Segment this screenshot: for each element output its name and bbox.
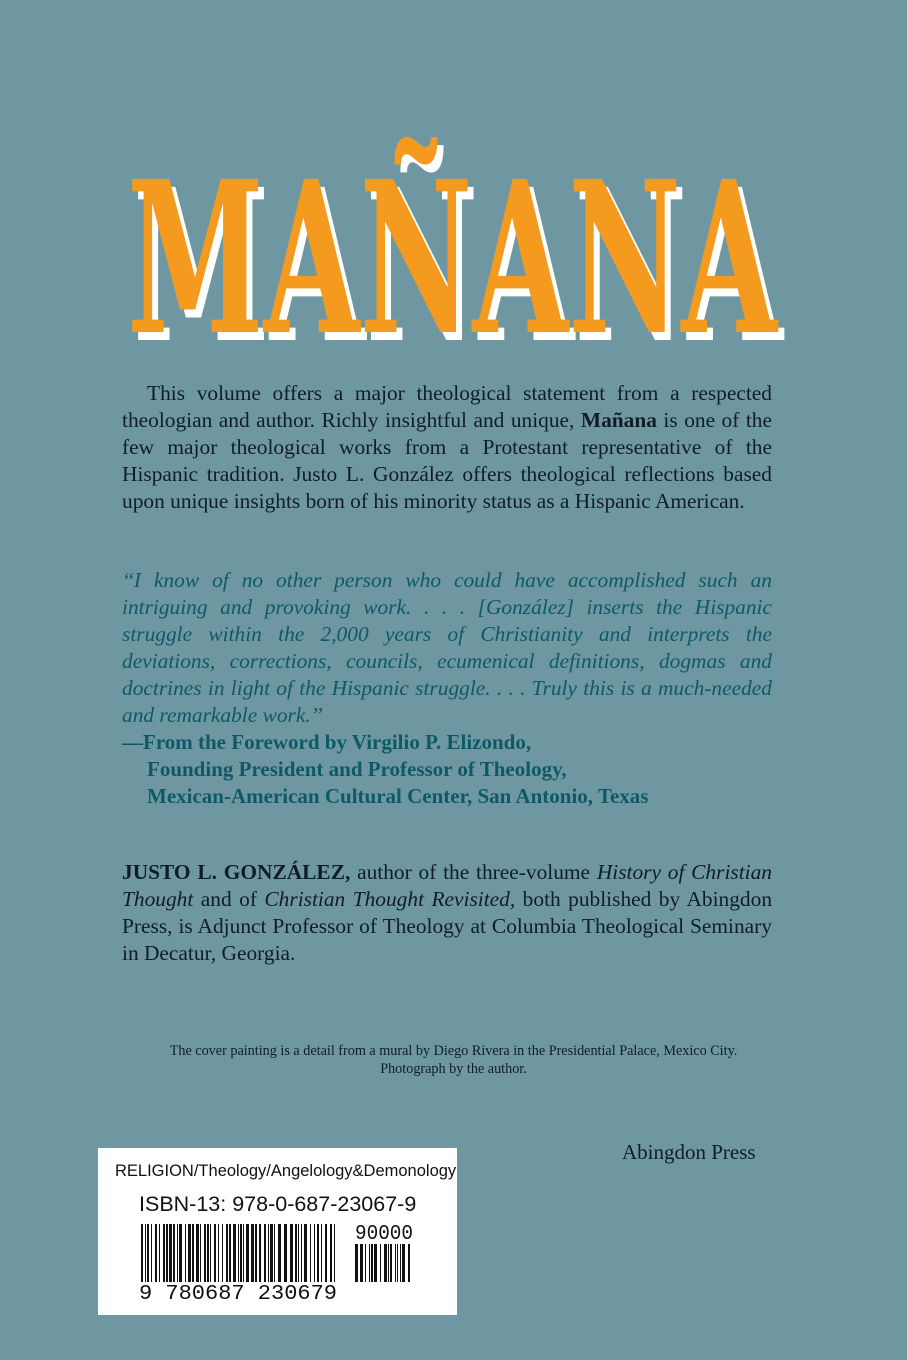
barcode-label (98, 1148, 457, 1315)
intro-title-bold: Mañana (580, 408, 657, 432)
barcode-graphic (139, 1220, 415, 1302)
credit-line: Photograph by the author. (380, 1061, 527, 1077)
author-bio (122, 859, 772, 967)
barcode-bars-addon (355, 1244, 410, 1282)
price-code: 90000 (355, 1223, 413, 1246)
attribution-line: —From the Foreword by Virgilio P. Elizondo, (122, 730, 532, 754)
category-text: RELIGION/Theology/Angelology&Demonology (115, 1162, 457, 1180)
bio-text: author of the three-volume (350, 860, 597, 884)
quote-attribution (122, 729, 802, 810)
isbn-text: ISBN-13: 978-0-687-23067-9 (139, 1192, 417, 1216)
intro-text-2: is one of the few major theological works from a Protestant representative of the Hispanic tradition. Justo L. González offers theological reflections based upon unique insights born of his minority status as a Hispanic American. (122, 408, 772, 513)
credit-line: The cover painting is a detail from a mural by Diego Rivera in the Presidential Palace, Mexico City. (169, 1043, 738, 1059)
author-name: JUSTO L. GONZÁLEZ, (122, 860, 351, 884)
book-title (0, 82, 907, 382)
book-title-1: History of Christian Thought (122, 860, 772, 911)
attribution-line: Mexican-American Cultural Center, San Antonio, Texas (147, 784, 649, 808)
cover-credit (100, 1042, 807, 1078)
book-title-2: Christian Thought Revisited, (264, 887, 516, 911)
publisher-name: Abingdon Press (622, 1140, 756, 1164)
foreword-quote: ‘‘I know of no other person who could have accomplished such an intriguing and provoking work. . . . [González] inserts the Hispanic struggle within the 2,000 years of Christianity and interprets the deviations, corrections, councils, ecumenical definitions, dogmas and doctrines in light of the Hispanic struggle. . . . Truly this is a much-needed and remarkable work.’’ (122, 568, 772, 727)
barcode-number: 9 780687 230679 (139, 1283, 337, 1302)
bio-text: both published by Abingdon Press, is Adjunct Professor of Theology at Columbia Theological Seminary in Decatur, Georgia. (122, 887, 773, 965)
intro-paragraph (122, 380, 772, 515)
title-shadow: MAÑANA (133, 143, 785, 382)
bio-text: and of (193, 887, 265, 911)
title-text: MAÑANA (127, 135, 779, 382)
attribution-line: Founding President and Professor of Theology, (147, 757, 567, 781)
barcode-bars-main (141, 1224, 335, 1282)
intro-text-1: This volume offers a major theological statement from a respected theologian and author. Richly insightful and unique, (122, 381, 772, 432)
